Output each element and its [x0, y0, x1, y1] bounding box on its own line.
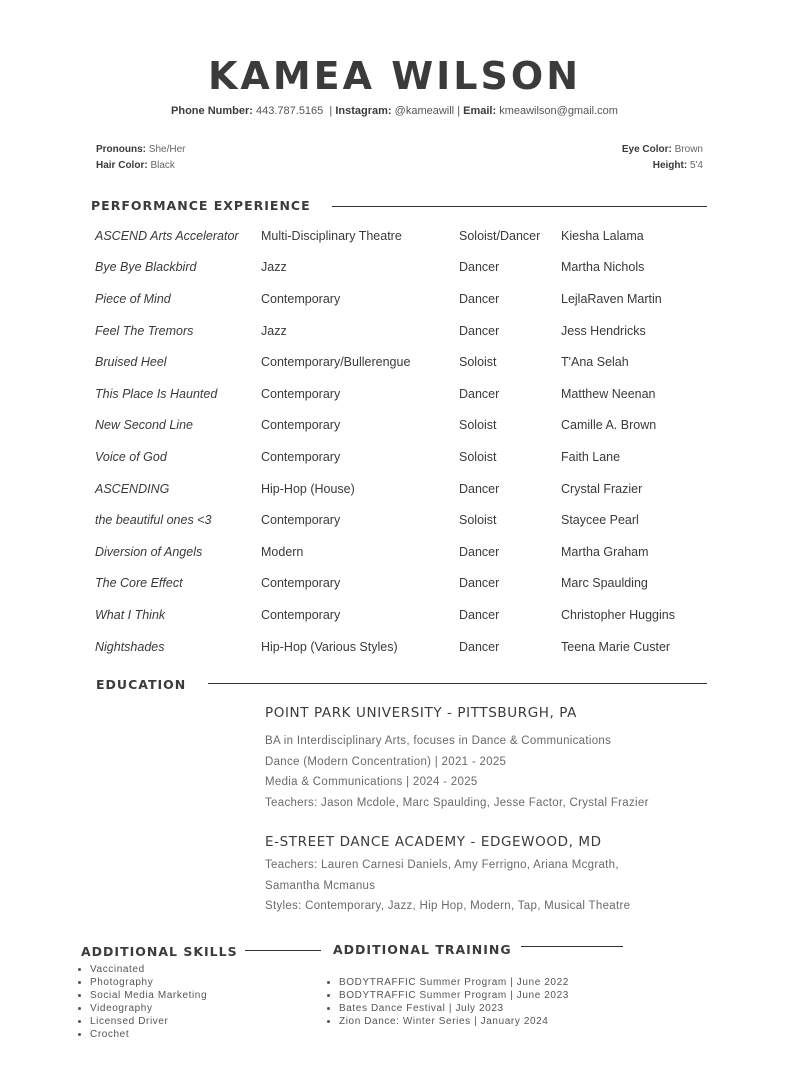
piece-title: the beautiful ones <3	[95, 513, 212, 528]
role: Dancer	[459, 481, 500, 496]
skill-item: • Licensed Driver	[90, 1016, 207, 1029]
piece-title: Voice of God	[95, 449, 167, 464]
personal-details-left	[96, 142, 185, 174]
choreographer: Staycee Pearl	[561, 513, 639, 528]
choreographer: Kiesha Lalama	[561, 228, 644, 243]
role: Dancer	[459, 386, 500, 401]
school-detail-line: Media & Communications | 2024 - 2025	[265, 776, 478, 789]
choreographer: LejlaRaven Martin	[561, 291, 662, 306]
school-details	[265, 731, 649, 813]
performance-row	[91, 220, 715, 252]
role: Dancer	[459, 607, 500, 622]
section-divider	[245, 950, 321, 951]
performance-row	[91, 631, 715, 663]
school-detail-line: BA in Interdisciplinary Arts, focuses in Dance & Communications	[265, 735, 612, 747]
skill-item: • Videography	[90, 1003, 207, 1016]
section-divider	[332, 206, 707, 207]
choreographer: Martha Graham	[561, 544, 649, 559]
choreographer: T'Ana Selah	[561, 355, 629, 370]
piece-title: Diversion of Angels	[95, 544, 203, 559]
hair-color-label: Hair Color:	[96, 160, 148, 171]
piece-title: Bye Bye Blackbird	[95, 260, 197, 275]
eye-color-label: Eye Color:	[621, 144, 672, 155]
piece-title: Nightshades	[95, 639, 165, 654]
separator: |	[329, 105, 333, 117]
contact-line	[0, 105, 789, 117]
dance-style: Contemporary/Bullerengue	[261, 355, 411, 370]
performance-row	[91, 346, 715, 378]
personal-details-right	[622, 142, 703, 174]
hair-color-value: Black	[150, 160, 175, 171]
school-detail-line: Teachers: Lauren Carnesi Daniels, Amy Ferrigno, Ariana Mcgrath,	[265, 859, 619, 871]
piece-title: Piece of Mind	[95, 291, 171, 306]
instagram-label: Instagram:	[335, 105, 392, 117]
dance-style: Contemporary	[261, 576, 341, 591]
skills-section-title: ADDITIONAL SKILLS	[81, 944, 238, 959]
role: Dancer	[459, 576, 500, 591]
school-detail-line: Samantha Mcmanus	[265, 879, 376, 892]
section-divider	[521, 946, 623, 947]
role: Soloist	[459, 355, 497, 370]
role: Soloist	[459, 418, 497, 433]
performance-row	[91, 568, 715, 600]
piece-title: Bruised Heel	[95, 355, 167, 370]
dance-style: Jazz	[261, 323, 287, 338]
school-detail-line: Dance (Modern Concentration) | 2021 - 2025	[265, 755, 507, 768]
school-name: E-STREET DANCE ACADEMY - EDGEWOOD, MD	[265, 834, 602, 850]
dance-style: Hip-Hop (House)	[261, 481, 355, 496]
piece-title: New Second Line	[95, 418, 193, 433]
pronouns-value: She/Her	[148, 144, 186, 155]
role: Soloist	[459, 513, 497, 528]
height-value: 5'4	[689, 160, 703, 171]
dance-style: Modern	[261, 544, 304, 559]
role: Soloist	[459, 449, 497, 464]
eye-color-value: Brown	[674, 144, 703, 155]
dance-style: Hip-Hop (Various Styles)	[261, 639, 398, 654]
training-list	[325, 977, 569, 1029]
performance-row	[91, 378, 715, 410]
dance-style: Multi-Disciplinary Theatre	[261, 228, 402, 243]
piece-title: The Core Effect	[95, 576, 183, 591]
school-detail-line: Styles: Contemporary, Jazz, Hip Hop, Modern, Tap, Musical Theatre	[265, 900, 631, 913]
training-section-title: ADDITIONAL TRAINING	[333, 942, 512, 957]
performance-table	[91, 220, 715, 662]
choreographer: Faith Lane	[561, 449, 621, 464]
role: Dancer	[459, 260, 500, 275]
email-address: kmeawilson@gmail.com	[499, 105, 618, 117]
choreographer: Marc Spaulding	[561, 576, 648, 591]
choreographer: Camille A. Brown	[561, 418, 657, 433]
skill-item: • Photography	[90, 977, 207, 990]
phone-number: 443.787.5165	[256, 105, 324, 117]
height-label: Height:	[652, 160, 688, 171]
role: Dancer	[459, 323, 500, 338]
school-name: POINT PARK UNIVERSITY - PITTSBURGH, PA	[265, 705, 578, 721]
school-detail-line: Teachers: Jason Mcdole, Marc Spaulding, Jesse Factor, Crystal Frazier	[265, 796, 649, 809]
resume-name: KAMEA WILSON	[207, 54, 581, 98]
role: Dancer	[459, 639, 500, 654]
piece-title: ASCENDING	[95, 481, 170, 496]
education-section-title: EDUCATION	[96, 677, 187, 692]
skill-item: • Social Media Marketing	[90, 990, 207, 1003]
role: Dancer	[459, 544, 500, 559]
skill-item: • Vaccinated	[90, 964, 207, 977]
choreographer: Jess Hendricks	[561, 323, 646, 338]
training-item: • Bates Dance Festival | July 2023	[339, 1003, 569, 1016]
performance-row	[91, 473, 715, 505]
training-item: • Zion Dance: Winter Series | January 2024	[339, 1016, 569, 1029]
performance-row	[91, 283, 715, 315]
pronouns-label: Pronouns:	[96, 144, 146, 155]
choreographer: Matthew Neenan	[561, 386, 656, 401]
dance-style: Jazz	[261, 260, 287, 275]
performance-row	[91, 252, 715, 284]
dance-style: Contemporary	[261, 513, 341, 528]
piece-title: Feel The Tremors	[95, 323, 194, 338]
dance-style: Contemporary	[261, 386, 341, 401]
piece-title: This Place Is Haunted	[95, 386, 218, 401]
performance-row	[91, 599, 715, 631]
dance-style: Contemporary	[261, 449, 341, 464]
performance-row	[91, 441, 715, 473]
phone-label: Phone Number:	[171, 105, 253, 117]
email-label: Email:	[463, 105, 497, 117]
choreographer: Teena Marie Custer	[561, 639, 671, 654]
performance-row	[91, 410, 715, 442]
choreographer: Crystal Frazier	[561, 481, 643, 496]
performance-section-title: PERFORMANCE EXPERIENCE	[91, 198, 311, 213]
role: Dancer	[459, 291, 500, 306]
training-item: • BODYTRAFFIC Summer Program | June 2023	[339, 990, 569, 1003]
skill-item: • Crochet	[90, 1029, 207, 1042]
performance-row	[91, 536, 715, 568]
section-divider	[208, 683, 707, 684]
skills-list	[76, 964, 207, 1041]
choreographer: Martha Nichols	[561, 260, 645, 275]
instagram-handle: @kameawill	[394, 105, 455, 117]
school-details	[265, 855, 630, 917]
dance-style: Contemporary	[261, 418, 341, 433]
performance-row	[91, 504, 715, 536]
separator: |	[457, 105, 461, 117]
piece-title: ASCEND Arts Accelerator	[95, 228, 239, 243]
dance-style: Contemporary	[261, 607, 341, 622]
dance-style: Contemporary	[261, 291, 341, 306]
piece-title: What I Think	[95, 607, 166, 622]
choreographer: Christopher Huggins	[561, 607, 675, 622]
training-item: • BODYTRAFFIC Summer Program | June 2022	[339, 977, 569, 990]
performance-row	[91, 315, 715, 347]
role: Soloist/Dancer	[459, 228, 541, 243]
